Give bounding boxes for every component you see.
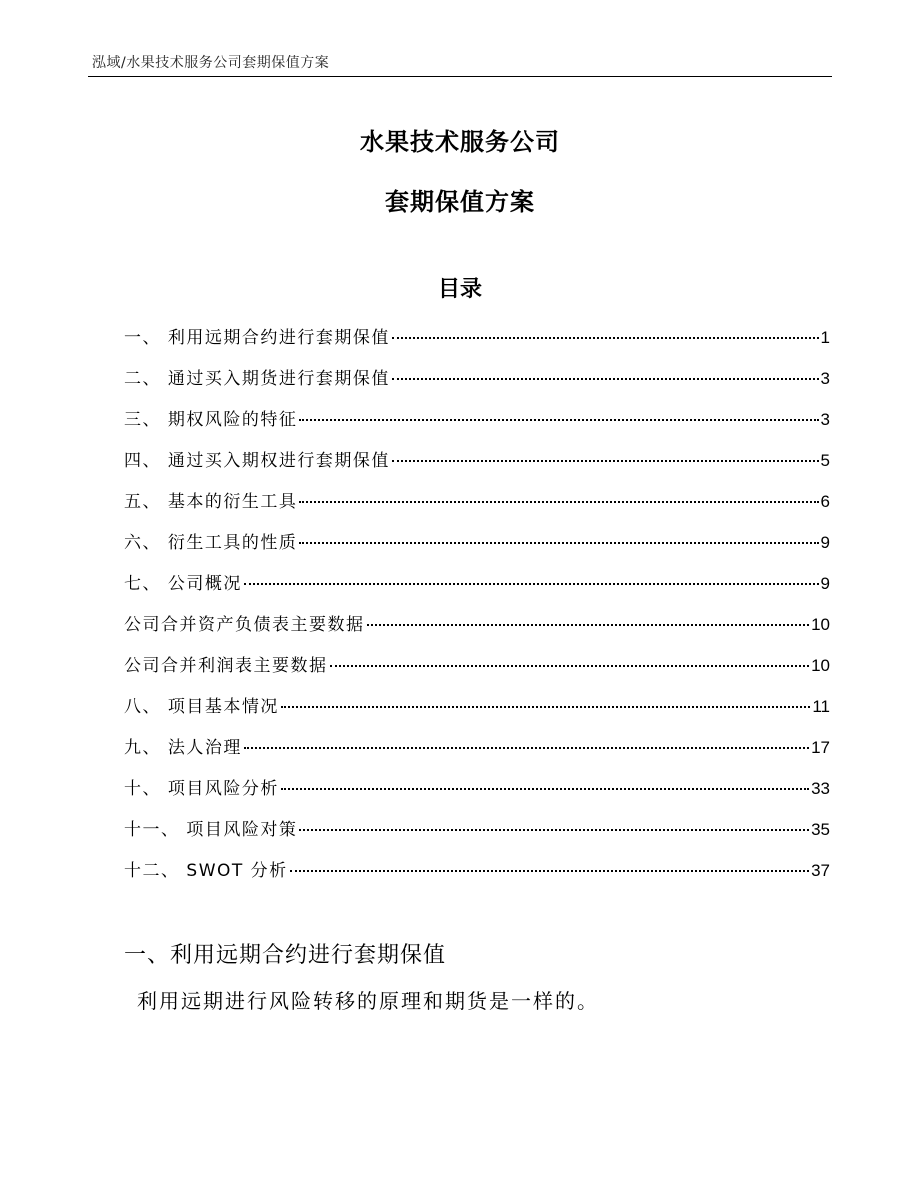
- toc-leader-dots: [299, 501, 818, 503]
- toc-entry[interactable]: [124, 364, 830, 405]
- toc-entry-label: 六、 衍生工具的性质: [124, 533, 298, 553]
- toc-entry-page: 35: [811, 820, 830, 839]
- toc-leader-dots: [299, 829, 809, 831]
- toc-entry-label: 一、 利用远期合约进行套期保值: [124, 328, 390, 348]
- toc-entry[interactable]: [124, 815, 830, 856]
- toc-leader-dots: [299, 542, 818, 544]
- toc-leader-dots: [392, 378, 819, 380]
- toc-entry[interactable]: [124, 487, 830, 528]
- toc-entry[interactable]: [124, 651, 830, 692]
- toc-entry[interactable]: [124, 610, 830, 651]
- toc-entry[interactable]: [124, 692, 830, 733]
- toc-entry-label: 九、 法人治理: [124, 738, 242, 758]
- toc-entry-page: 3: [820, 410, 830, 429]
- body-paragraph: 利用远期进行风险转移的原理和期货是一样的。: [137, 989, 599, 1013]
- toc-entry-page: 10: [811, 615, 830, 634]
- toc-entry[interactable]: [124, 569, 830, 610]
- toc-leader-dots: [290, 870, 809, 872]
- toc-entry-page: 33: [811, 779, 830, 798]
- toc-entry-label: 八、 项目基本情况: [124, 697, 279, 717]
- toc-entry-page: 1: [820, 328, 830, 347]
- toc-entry-page: 37: [811, 861, 830, 880]
- toc-leader-dots: [244, 583, 819, 585]
- toc-leader-dots: [281, 788, 809, 790]
- document-title: 水果技术服务公司: [360, 128, 560, 156]
- toc-entry-page: 3: [820, 369, 830, 388]
- toc-entry-label: 公司合并利润表主要数据: [124, 656, 328, 676]
- toc-entry-label: 十二、 SWOT 分析: [124, 861, 288, 881]
- toc-leader-dots: [330, 665, 810, 667]
- toc-entry[interactable]: [124, 733, 830, 774]
- toc-entry-page: 17: [811, 738, 830, 757]
- toc-entry-page: 9: [820, 533, 830, 552]
- toc-entry-label: 公司合并资产负债表主要数据: [124, 615, 365, 635]
- table-of-contents: [124, 323, 830, 897]
- toc-entry[interactable]: [124, 323, 830, 364]
- document-subtitle: 套期保值方案: [385, 188, 535, 216]
- toc-entry-label: 三、 期权风险的特征: [124, 410, 298, 430]
- section-heading: 一、利用远期合约进行套期保值: [124, 943, 447, 968]
- toc-entry-label: 七、 公司概况: [124, 574, 242, 594]
- toc-leader-dots: [244, 747, 809, 749]
- toc-leader-dots: [392, 337, 819, 339]
- toc-entry-page: 10: [811, 656, 830, 675]
- toc-entry-page: 5: [820, 451, 830, 470]
- toc-entry-label: 十一、 项目风险对策: [124, 820, 298, 840]
- toc-entry-label: 四、 通过买入期权进行套期保值: [124, 451, 390, 471]
- toc-entry-page: 11: [812, 697, 830, 716]
- toc-entry[interactable]: [124, 856, 830, 897]
- toc-leader-dots: [299, 419, 818, 421]
- header-divider: [88, 76, 832, 77]
- toc-leader-dots: [367, 624, 810, 626]
- toc-leader-dots: [392, 460, 819, 462]
- toc-entry-page: 6: [820, 492, 830, 511]
- running-header: 泓域/水果技术服务公司套期保值方案: [92, 55, 330, 71]
- toc-entry-label: 五、 基本的衍生工具: [124, 492, 298, 512]
- toc-entry-label: 二、 通过买入期货进行套期保值: [124, 369, 390, 389]
- toc-entry-page: 9: [820, 574, 830, 593]
- toc-entry-label: 十、 项目风险分析: [124, 779, 279, 799]
- toc-entry[interactable]: [124, 446, 830, 487]
- toc-leader-dots: [281, 706, 810, 708]
- toc-entry[interactable]: [124, 528, 830, 569]
- toc-entry[interactable]: [124, 405, 830, 446]
- toc-entry[interactable]: [124, 774, 830, 815]
- toc-heading: 目录: [437, 277, 482, 302]
